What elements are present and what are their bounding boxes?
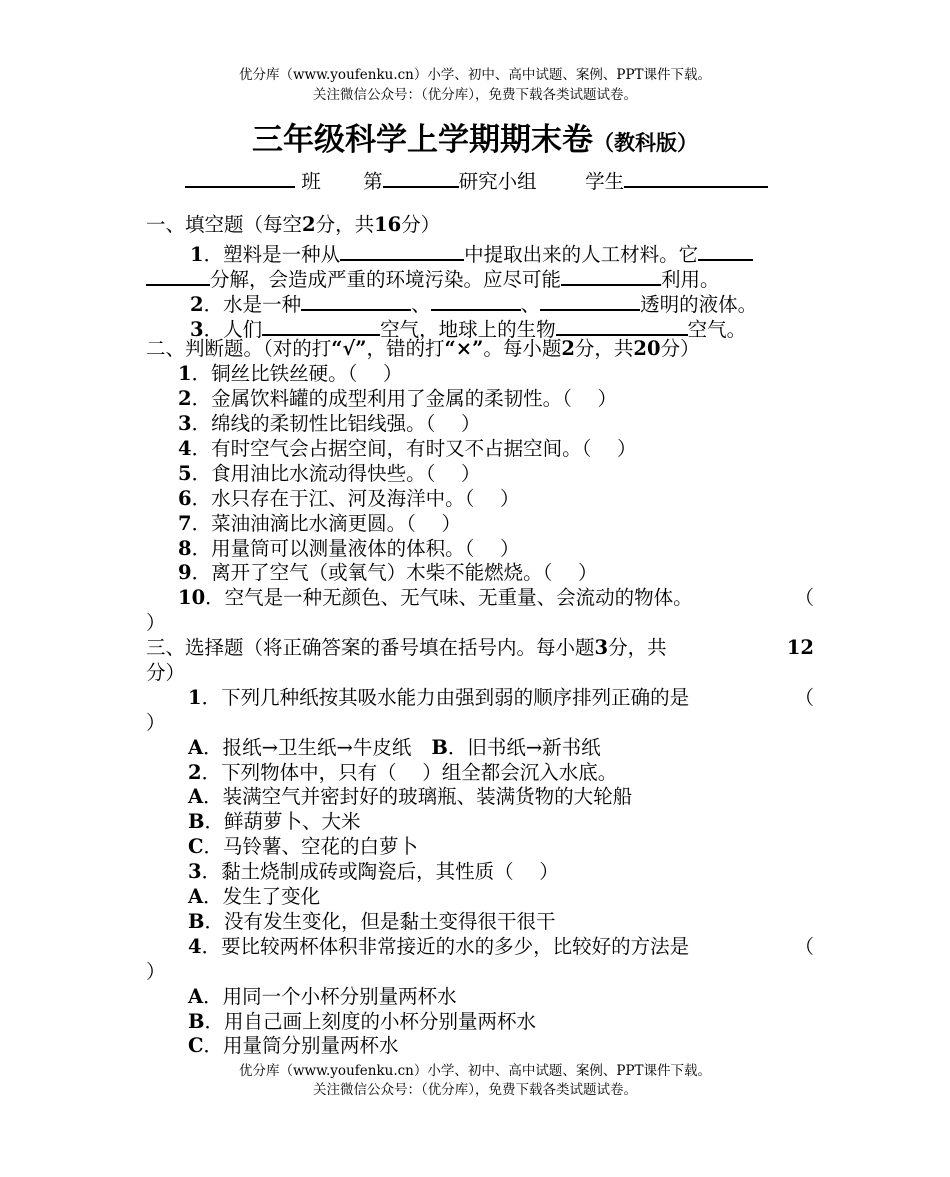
choice-option: C．用量筒分别量两杯水 (188, 1034, 399, 1058)
judge-item: 3．绵线的柔韧性比铝线强。（ ） (178, 412, 481, 436)
header-line-1: 优分库（www.youfenku.cn）小学、初中、高中试题、案例、PPT课件下载。 (238, 67, 712, 83)
class-label: 班 (301, 170, 321, 193)
answer-blank[interactable] (561, 263, 661, 286)
judge-item: 8．用量筒可以测量液体的体积。（ ） (178, 536, 520, 560)
judge-item-10-cont: ） (146, 611, 166, 635)
fill-question-2: 2．水是一种 、 、 透明的液体。 (146, 288, 814, 313)
choice-question-3: 3．黏土烧制成砖或陶瓷后，其性质（ ） (188, 860, 559, 884)
page-title (0, 118, 950, 165)
judge-item: 6．水只存在于江、河及海洋中。（ ） (178, 486, 520, 510)
answer-blank[interactable] (698, 238, 753, 261)
answer-blank[interactable] (431, 288, 521, 311)
student-blank[interactable] (624, 165, 768, 188)
choice-question-4-cont: ） (146, 959, 166, 983)
class-blank[interactable] (185, 165, 295, 188)
fill-question-3: 3．人们 空气，地球上的生物 空气。 (146, 313, 814, 338)
choice-option: B．没有发生变化，但是黏土变得很干很干 (188, 909, 556, 933)
choice-option: A．装满空气并密封好的玻璃瓶、装满货物的大轮船 (188, 785, 633, 809)
section-2-heading: 二、判断题。（对的打“√”，错的打“×”。每小题2分，共20分） (146, 337, 700, 361)
fill-question-1-cont: 分解，会造成严重的环境污染。应尽可能 利用。 (146, 263, 814, 288)
group-blank[interactable] (383, 165, 459, 188)
choice-question-1: 1．下列几种纸按其吸水能力由强到弱的顺序排列正确的是 （ (188, 685, 814, 709)
judge-item: 5．食用油比水流动得快些。（ ） (178, 461, 481, 485)
choice-question-2: 2．下列物体中，只有（ ）组全都会沉入水底。 (188, 760, 618, 784)
answer-blank[interactable] (301, 288, 411, 311)
group-label: 研究小组 (458, 170, 537, 193)
answer-blank[interactable] (340, 238, 464, 261)
choice-option: A．用同一个小杯分别量两杯水 (188, 984, 457, 1008)
choice-option: A．发生了变化 (188, 885, 321, 909)
section-1-heading: 一、填空题（每空2分，共16分） (146, 213, 441, 236)
title-main: 三年级科学上学期期末卷 (252, 122, 593, 158)
header-line-2: 关注微信公众号：（优分库），免费下载各类试题试卷。 (313, 87, 637, 103)
judge-item-10: 10．空气是一种无颜色、无气味、无重量、会流动的物体。 （ (178, 586, 814, 610)
answer-blank[interactable] (262, 313, 380, 336)
fill-question-1: 1．塑料是一种从 中提取出来的人工材料。它 (146, 238, 814, 263)
judge-item: 1．铜丝比铁丝硬。（ ） (178, 362, 403, 386)
answer-blank[interactable] (146, 263, 210, 286)
judge-item: 9．离开了空气（或氧气）木柴不能燃烧。（ ） (178, 561, 598, 585)
judge-item: 4．有时空气会占据空间，有时又不占据空间。（ ） (178, 437, 637, 461)
answer-blank[interactable] (556, 313, 688, 336)
group-prefix-label: 第 (363, 170, 383, 193)
title-sub: （教科版） (593, 130, 698, 155)
footer-line-1: 优分库（www.youfenku.cn）小学、初中、高中试题、案例、PPT课件下载。 (238, 1063, 712, 1079)
student-label: 学生 (585, 170, 625, 193)
answer-blank[interactable] (540, 288, 640, 311)
choice-option: B．用自己画上刻度的小杯分别量两杯水 (188, 1009, 536, 1033)
choice-option: C．马铃薯、空花的白萝卜 (188, 835, 419, 859)
choice-option: B．鲜葫萝卜、大米 (188, 810, 361, 834)
student-info-line (185, 165, 768, 196)
judge-item: 2．金属饮料罐的成型利用了金属的柔韧性。（ ） (178, 387, 618, 411)
exam-content (146, 213, 814, 1059)
footer-line-2: 关注微信公众号：（优分库），免费下载各类试题试卷。 (313, 1082, 637, 1098)
section-3-heading-cont: 分） (146, 661, 186, 685)
choice-question-4: 4．要比较两杯体积非常接近的水的多少，比较好的方法是 （ (188, 934, 814, 958)
choice-question-1-cont: ） (146, 710, 166, 734)
judge-item: 7．菜油油滴比水滴更圆。（ ） (178, 511, 462, 535)
choice-options-row: A．报纸→卫生纸→牛皮纸 B．旧书纸→新书纸 (188, 735, 601, 759)
section-3-heading: 三、选择题（将正确答案的番号填在括号内。每小题3分，共 12 (146, 636, 814, 660)
